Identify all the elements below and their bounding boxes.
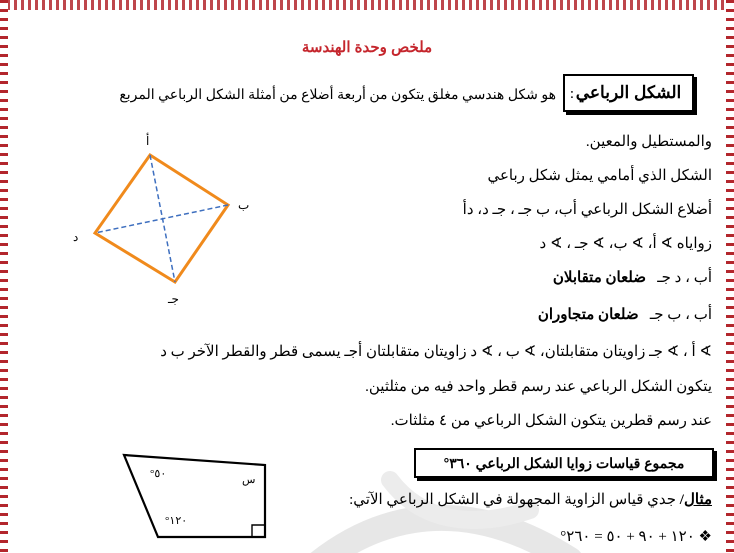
example-slash: / <box>679 492 684 508</box>
equation-text: ١٢٠ + ٩٠ + ٥٠ = ٢٦٠° <box>560 529 695 545</box>
definition-term: الشكل الرباعي <box>575 83 682 102</box>
angle-sum-value: ٣٦٠° <box>443 455 472 471</box>
one-diagonal-line: يتكون الشكل الرباعي عند رسم قطر واحد فيه من مثلثين. <box>365 379 712 395</box>
definition-term-box <box>563 74 694 112</box>
opposite-sides-label: ضلعان متقابلان <box>552 270 647 286</box>
angle-50-label: °٥٠ <box>150 468 167 480</box>
example-quadrilateral-outline <box>124 455 265 537</box>
vertex-d-label: د <box>73 230 79 244</box>
bullet-icon: ❖ <box>698 529 712 545</box>
decorative-border-right <box>726 0 734 553</box>
example-text: جدي قياس الزاوية المجهولة في الشكل الرباعي الآتي: <box>349 492 677 508</box>
vertex-b-label: ب <box>238 198 250 212</box>
decorative-border-top <box>0 0 734 10</box>
angle-120-label: °١٢٠ <box>165 515 188 527</box>
definition-colon: : <box>569 86 574 102</box>
example-quadrilateral-figure <box>110 445 280 545</box>
definition-text-1: هو شكل هندسي مغلق يتكون من أربعة أضلاع من أمثلة الشكل الرباعي المربع <box>119 88 556 103</box>
sides-line: أضلاع الشكل الرباعي أب، ب جـ ، جـ د، دأ <box>462 202 712 218</box>
definition-text-2: والمستطيل والمعين. <box>585 134 712 150</box>
angle-sum-box <box>414 448 714 478</box>
adjacent-sides-line <box>538 305 712 324</box>
angles-line: زواياه ∢ أ، ∢ ب، ∢ جـ ، ∢ د <box>539 236 712 252</box>
diagonal-line: ∢ أ ، ∢ جـ زاويتان متقابلتان، ∢ ب ، ∢ د زاويتان متقابلتان أجـ يسمى قطر والقطر الآخر ب د <box>160 344 712 360</box>
adjacent-sides-label: ضلعان متجاوران <box>537 307 639 323</box>
right-angle-marker <box>252 525 265 537</box>
adjacent-sides-names: أب ، ب جـ <box>649 307 712 323</box>
vertex-c-label: جـ <box>168 292 179 306</box>
equation-line <box>560 527 712 546</box>
example-line <box>349 490 712 509</box>
diagonal-bd <box>95 205 228 233</box>
opposite-sides-names: أب ، د جـ <box>657 270 712 286</box>
example-label: مثال <box>683 492 712 508</box>
two-diagonal-line: عند رسم قطرين يتكون الشكل الرباعي من ٤ مثلثات. <box>390 413 712 429</box>
shape-intro: الشكل الذي أمامي يمثل شكل رباعي <box>487 168 712 184</box>
angle-sum-heading: مجموع قياسات زوايا الشكل الرباعي <box>475 455 685 471</box>
opposite-sides-line <box>553 268 712 287</box>
decorative-border-left <box>0 0 8 553</box>
page-title: ملخص وحدة الهندسة <box>301 39 433 56</box>
quadrilateral-figure <box>60 130 260 310</box>
angle-s-label: س <box>242 474 256 486</box>
vertex-a-label: أ <box>146 134 150 148</box>
